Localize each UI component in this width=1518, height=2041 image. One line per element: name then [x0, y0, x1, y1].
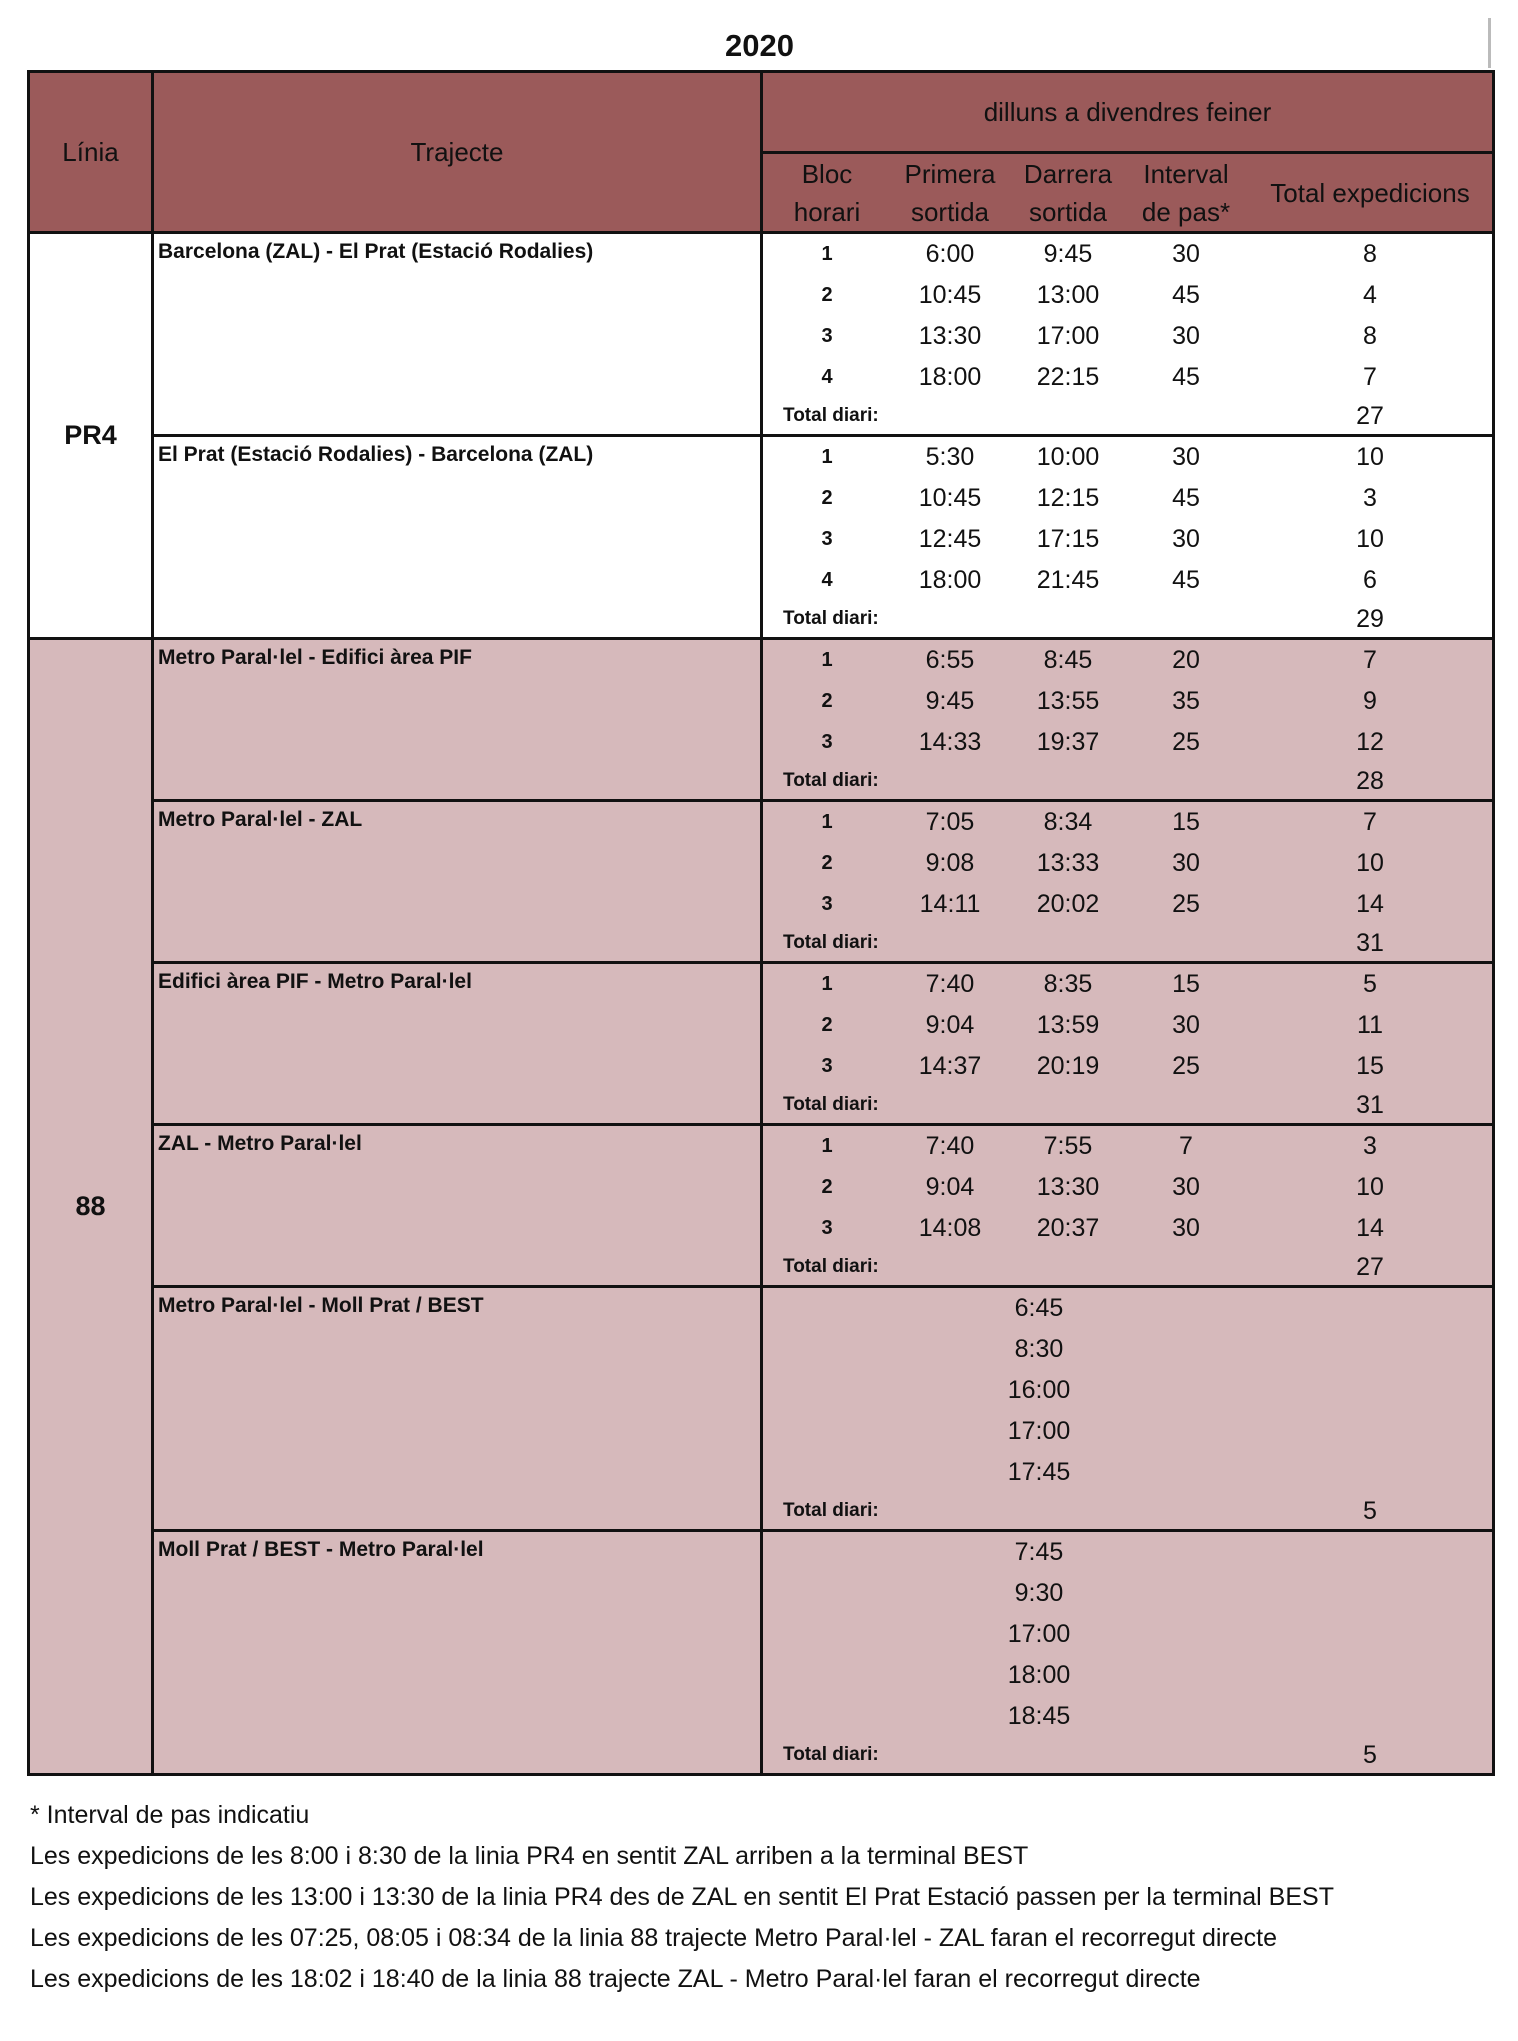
last-departure-cell: 17:00: [1036, 322, 1100, 350]
route-schedule: [762, 1287, 1494, 1531]
last-departure-cell: 22:15: [1036, 363, 1100, 391]
route-name: ZAL - Metro Paral·lel: [153, 1125, 762, 1287]
route-row: [29, 1287, 1494, 1531]
last-departure-cell: 7:55: [1043, 1132, 1093, 1160]
first-departure-cell: 7:40: [925, 1132, 975, 1160]
bloc-cell: 2: [821, 284, 833, 306]
total-cell: 10: [1356, 849, 1384, 877]
departure-time-row: [763, 1452, 1495, 1493]
bloc-cell: 3: [821, 1055, 833, 1077]
daily-total: 31: [1356, 1090, 1384, 1119]
interval-cell: 30: [1172, 1011, 1200, 1039]
total-cell: 10: [1356, 443, 1384, 471]
schedule-row: [763, 1005, 1495, 1046]
footnotes: [30, 1795, 1334, 2000]
total-row: [763, 1493, 1495, 1529]
last-departure-cell: 13:30: [1036, 1173, 1100, 1201]
total-label: Total diari:: [783, 1500, 879, 1521]
daily-total: 31: [1356, 928, 1384, 957]
header-trajecte: Trajecte: [153, 72, 762, 233]
total-row: [763, 398, 1495, 434]
bloc-cell: 1: [821, 649, 833, 671]
bloc-cell: 3: [821, 325, 833, 347]
route-row: [29, 1125, 1494, 1287]
total-row: [763, 1737, 1495, 1773]
daily-total: 28: [1356, 766, 1384, 795]
schedule-row: [763, 437, 1495, 478]
total-label: Total diari:: [783, 405, 879, 426]
departure-time: 17:00: [1007, 1417, 1071, 1445]
total-row: [763, 763, 1495, 799]
daily-total: 27: [1356, 1252, 1384, 1281]
header-columns: [762, 153, 1494, 233]
total-cell: 15: [1356, 1052, 1384, 1080]
schedule-row: [763, 640, 1495, 681]
total-cell: 10: [1356, 525, 1384, 553]
total-label: Total diari:: [783, 770, 879, 791]
route-schedule: [762, 963, 1494, 1125]
total-cell: 6: [1363, 566, 1377, 594]
departure-time: 7:45: [1014, 1538, 1064, 1566]
schedule-row: [763, 964, 1495, 1005]
total-cell: 3: [1363, 1132, 1377, 1160]
first-departure-cell: 6:00: [925, 240, 975, 268]
departure-time: 8:30: [1014, 1335, 1064, 1363]
schedule-row: [763, 802, 1495, 843]
schedule-row: [763, 357, 1495, 398]
last-departure-cell: 21:45: [1036, 566, 1100, 594]
page-title: 2020: [725, 28, 794, 63]
bloc-cell: 1: [821, 1135, 833, 1157]
first-departure-cell: 14:37: [918, 1052, 982, 1080]
total-row: [763, 1249, 1495, 1285]
first-departure-cell: 7:05: [925, 808, 975, 836]
interval-cell: 15: [1172, 970, 1200, 998]
footnote-line: * Interval de pas indicatiu: [30, 1801, 310, 1829]
first-departure-cell: 18:00: [918, 363, 982, 391]
footnote-line: Les expedicions de les 13:00 i 13:30 de la linia PR4 des de ZAL en sentit El Prat Estació passen per la terminal BEST: [30, 1883, 1334, 1911]
interval-cell: 35: [1172, 687, 1200, 715]
schedule-table: [27, 70, 1495, 1776]
bloc-cell: 2: [821, 1176, 833, 1198]
schedule-row: [763, 1126, 1495, 1167]
route-schedule: [762, 436, 1494, 639]
bloc-cell: 3: [821, 893, 833, 915]
header-total: Total expedicions: [1270, 177, 1470, 208]
route-row: [29, 1531, 1494, 1775]
line-code: 88: [29, 639, 153, 1775]
first-departure-cell: 14:08: [918, 1214, 982, 1242]
schedule-row: [763, 560, 1495, 601]
total-cell: 11: [1357, 1011, 1383, 1039]
last-departure-cell: 19:37: [1036, 728, 1100, 756]
interval-cell: 20: [1172, 646, 1200, 674]
interval-cell: 30: [1172, 322, 1200, 350]
total-label: Total diari:: [783, 1256, 879, 1277]
departure-time: 18:45: [1007, 1702, 1071, 1730]
route-name: El Prat (Estació Rodalies) - Barcelona (ZAL): [153, 436, 762, 639]
bloc-cell: 1: [821, 446, 833, 468]
first-departure-cell: 13:30: [918, 322, 982, 350]
departure-time: 16:00: [1007, 1376, 1071, 1404]
bloc-cell: 2: [821, 487, 833, 509]
last-departure-cell: 8:35: [1043, 970, 1093, 998]
route-name: Edifici àrea PIF - Metro Paral·lel: [153, 963, 762, 1125]
last-departure-cell: 8:45: [1043, 646, 1093, 674]
interval-cell: 30: [1172, 1173, 1200, 1201]
first-departure-cell: 9:04: [925, 1011, 975, 1039]
route-row: [29, 801, 1494, 963]
footnote-line: Les expedicions de les 07:25, 08:05 i 08:34 de la linia 88 trajecte Metro Paral·lel - ZAL faran el recorregut directe: [30, 1924, 1277, 1952]
daily-total: 5: [1363, 1496, 1377, 1525]
last-departure-cell: 10:00: [1036, 443, 1100, 471]
total-cell: 3: [1363, 484, 1377, 512]
bloc-cell: 4: [821, 569, 833, 591]
route-row: [29, 639, 1494, 801]
last-departure-cell: 20:02: [1036, 890, 1100, 918]
total-cell: 4: [1363, 281, 1377, 309]
interval-cell: 30: [1172, 849, 1200, 877]
route-name: Metro Paral·lel - Moll Prat / BEST: [153, 1287, 762, 1531]
bloc-cell: 2: [821, 1014, 833, 1036]
last-departure-cell: 13:33: [1036, 849, 1100, 877]
total-cell: 14: [1356, 1214, 1384, 1242]
total-label: Total diari:: [783, 1094, 879, 1115]
first-departure-cell: 9:04: [925, 1173, 975, 1201]
route-name: Metro Paral·lel - Edifici àrea PIF: [153, 639, 762, 801]
interval-cell: 30: [1172, 525, 1200, 553]
header-bloc: Bloc horari: [793, 158, 861, 227]
last-departure-cell: 9:45: [1043, 240, 1093, 268]
daily-total: 27: [1356, 401, 1384, 430]
daily-total: 29: [1356, 604, 1384, 633]
interval-cell: 45: [1172, 281, 1200, 309]
bloc-cell: 1: [821, 243, 833, 265]
route-row: [29, 963, 1494, 1125]
total-cell: 12: [1356, 728, 1384, 756]
schedule-row: [763, 1167, 1495, 1208]
interval-cell: 45: [1172, 566, 1200, 594]
last-departure-cell: 20:19: [1036, 1052, 1100, 1080]
interval-cell: 25: [1172, 728, 1200, 756]
departure-time-row: [763, 1573, 1495, 1614]
first-departure-cell: 9:45: [925, 687, 975, 715]
interval-cell: 30: [1172, 443, 1200, 471]
total-cell: 7: [1363, 808, 1377, 836]
route-schedule: [762, 801, 1494, 963]
interval-cell: 45: [1172, 363, 1200, 391]
total-cell: 8: [1363, 322, 1377, 350]
total-row: [763, 925, 1495, 961]
header-interval: Interval de pas*: [1141, 158, 1231, 227]
departure-time-row: [763, 1288, 1495, 1329]
total-cell: 7: [1363, 363, 1377, 391]
interval-cell: 30: [1172, 1214, 1200, 1242]
interval-cell: 7: [1179, 1132, 1193, 1160]
route-schedule: [762, 639, 1494, 801]
route-schedule: [762, 233, 1494, 436]
bloc-cell: 4: [821, 366, 833, 388]
schedule-row: [763, 1208, 1495, 1249]
departure-time: 17:45: [1007, 1458, 1071, 1486]
header-darrera: Darrera sortida: [1023, 158, 1113, 227]
route-schedule: [762, 1125, 1494, 1287]
total-label: Total diari:: [783, 608, 879, 629]
total-row: [763, 601, 1495, 637]
departure-time-row: [763, 1370, 1495, 1411]
bloc-cell: 1: [821, 973, 833, 995]
departure-time: 17:00: [1007, 1620, 1071, 1648]
bloc-cell: 3: [821, 731, 833, 753]
total-row: [763, 1087, 1495, 1123]
bloc-cell: 1: [821, 811, 833, 833]
departure-time: 9:30: [1014, 1579, 1064, 1607]
schedule-row: [763, 884, 1495, 925]
first-departure-cell: 14:11: [919, 890, 981, 918]
departure-time: 18:00: [1007, 1661, 1071, 1689]
total-cell: 9: [1363, 687, 1377, 715]
last-departure-cell: 8:34: [1043, 808, 1093, 836]
total-cell: 10: [1356, 1173, 1384, 1201]
footnote-line: Les expedicions de les 18:02 i 18:40 de la linia 88 trajecte ZAL - Metro Paral·lel faran el recorregut directe: [30, 1965, 1201, 1993]
total-cell: 8: [1363, 240, 1377, 268]
bloc-cell: 2: [821, 852, 833, 874]
schedule-row: [763, 275, 1495, 316]
departure-time-row: [763, 1655, 1495, 1696]
departure-time-row: [763, 1329, 1495, 1370]
route-name: Barcelona (ZAL) - El Prat (Estació Rodalies): [153, 233, 762, 436]
daily-total: 5: [1363, 1740, 1377, 1769]
interval-cell: 25: [1172, 1052, 1200, 1080]
schedule-row: [763, 722, 1495, 763]
route-row: [29, 233, 1494, 436]
total-cell: 14: [1356, 890, 1384, 918]
departure-time-row: [763, 1411, 1495, 1452]
departure-time-row: [763, 1614, 1495, 1655]
schedule-row: [763, 843, 1495, 884]
bloc-cell: 3: [821, 528, 833, 550]
schedule-row: [763, 681, 1495, 722]
total-label: Total diari:: [783, 1744, 879, 1765]
total-cell: 7: [1363, 646, 1377, 674]
header-primera: Primera sortida: [904, 158, 996, 227]
header-period: dilluns a divendres feiner: [762, 72, 1494, 153]
route-schedule: [762, 1531, 1494, 1775]
route-name: Moll Prat / BEST - Metro Paral·lel: [153, 1531, 762, 1775]
schedule-row: [763, 478, 1495, 519]
interval-cell: 15: [1172, 808, 1200, 836]
first-departure-cell: 9:08: [925, 849, 975, 877]
first-departure-cell: 5:30: [925, 443, 975, 471]
first-departure-cell: 6:55: [925, 646, 975, 674]
departure-time: 6:45: [1014, 1294, 1064, 1322]
last-departure-cell: 12:15: [1036, 484, 1100, 512]
bloc-cell: 2: [821, 690, 833, 712]
last-departure-cell: 13:55: [1036, 687, 1100, 715]
departure-time-row: [763, 1696, 1495, 1737]
header-linia: Línia: [29, 72, 153, 233]
interval-cell: 45: [1172, 484, 1200, 512]
route-name: Metro Paral·lel - ZAL: [153, 801, 762, 963]
last-departure-cell: 13:59: [1036, 1011, 1100, 1039]
first-departure-cell: 7:40: [925, 970, 975, 998]
interval-cell: 25: [1172, 890, 1200, 918]
first-departure-cell: 12:45: [918, 525, 982, 553]
line-code: PR4: [29, 233, 153, 639]
schedule-row: [763, 1046, 1495, 1087]
schedule-row: [763, 519, 1495, 560]
last-departure-cell: 17:15: [1036, 525, 1100, 553]
departure-time-row: [763, 1532, 1495, 1573]
schedule-row: [763, 234, 1495, 275]
last-departure-cell: 13:00: [1036, 281, 1100, 309]
total-label: Total diari:: [783, 932, 879, 953]
first-departure-cell: 14:33: [918, 728, 982, 756]
total-cell: 5: [1363, 970, 1377, 998]
footnote-line: Les expedicions de les 8:00 i 8:30 de la linia PR4 en sentit ZAL arriben a la terminal BEST: [30, 1842, 1029, 1870]
last-departure-cell: 20:37: [1036, 1214, 1100, 1242]
first-departure-cell: 18:00: [918, 566, 982, 594]
first-departure-cell: 10:45: [918, 281, 982, 309]
first-departure-cell: 10:45: [918, 484, 982, 512]
schedule-row: [763, 316, 1495, 357]
route-row: [29, 436, 1494, 639]
interval-cell: 30: [1172, 240, 1200, 268]
bloc-cell: 3: [821, 1217, 833, 1239]
